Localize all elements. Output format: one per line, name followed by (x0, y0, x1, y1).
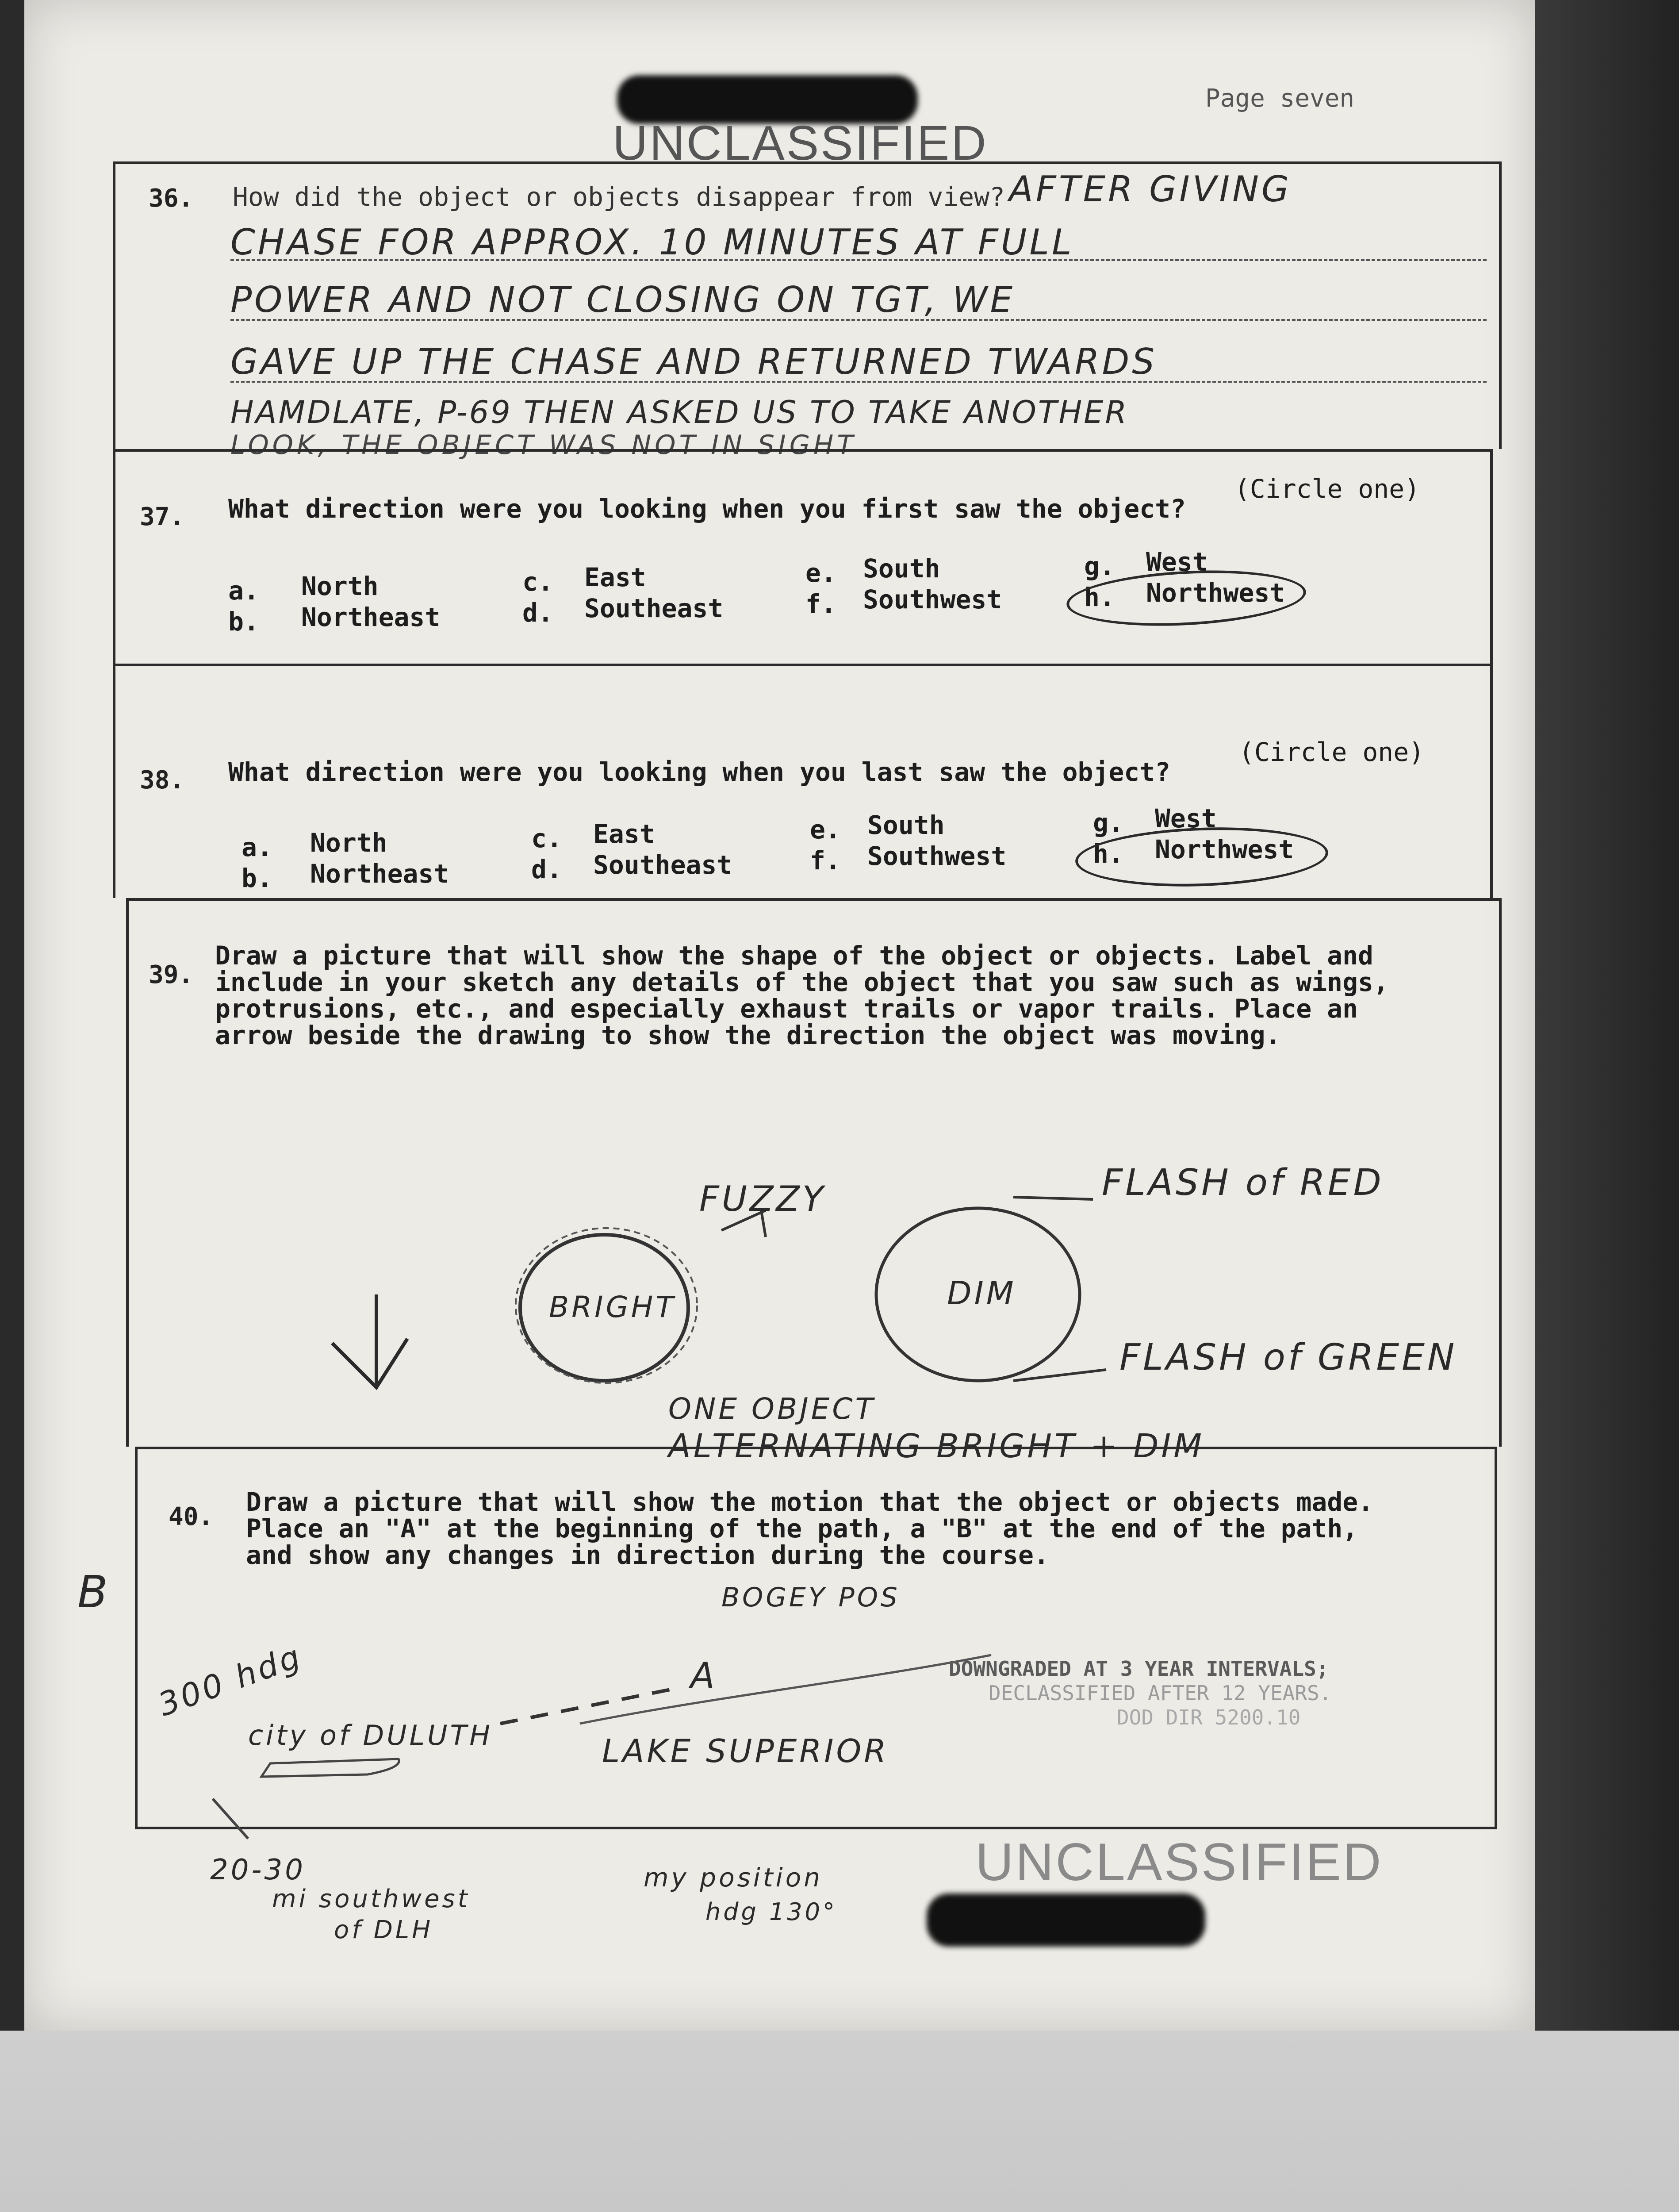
label-fuzzy: FUZZY (699, 1179, 826, 1219)
label-note-1: ONE OBJECT (668, 1392, 876, 1426)
downgrade-line-3: DOD DIR 5200.10 (1117, 1705, 1301, 1729)
q38-option-d[interactable]: Southeast (593, 850, 732, 880)
motion-path-sketch (138, 1449, 1500, 1832)
label-note-2: ALTERNATING BRIGHT + DIM (668, 1427, 1204, 1465)
label-heading: 300 hdg (153, 1637, 307, 1724)
my-position-note-1: my position (644, 1863, 823, 1893)
motion-path-dashed (500, 1688, 677, 1724)
q37-instruction: (Circle one) (1234, 474, 1420, 504)
label-bogey-pos: BOGEY POS (721, 1582, 901, 1613)
q37-option-e[interactable]: South (863, 553, 940, 584)
label-flash-green: FLASH of GREEN (1119, 1336, 1457, 1379)
q36-answer-line-2: CHASE FOR APPROX. 10 MINUTES AT FULL (230, 222, 1074, 263)
q38-option-g-key[interactable]: g. (1093, 808, 1124, 838)
position-note-3: of DLH (334, 1916, 433, 1944)
q37-option-d-key[interactable]: d. (522, 598, 553, 628)
q37-option-g[interactable]: West (1146, 547, 1208, 577)
q38-option-g[interactable]: West (1155, 803, 1217, 833)
q38-text: What direction were you looking when you last saw the object? (228, 757, 1171, 787)
q40-number: 40. (169, 1502, 214, 1531)
q38-option-h-key[interactable]: h. (1093, 839, 1124, 869)
label-flash-red: FLASH of RED (1102, 1162, 1384, 1204)
q39-text-line-1: Draw a picture that will show the shape of the object or objects. Label and (215, 941, 1373, 971)
q37-option-e-key[interactable]: e. (805, 558, 836, 588)
q38-option-e-key[interactable]: e. (810, 814, 841, 845)
position-marker (213, 1799, 248, 1839)
position-note-1: 20-30 (210, 1854, 306, 1886)
q36-number: 36. (149, 184, 194, 213)
q38-option-c[interactable]: East (593, 819, 655, 849)
q38-option-a[interactable]: North (310, 828, 387, 858)
q37-option-b-key[interactable]: b. (228, 607, 259, 637)
q37-option-a[interactable]: North (301, 571, 379, 601)
redaction-bottom (927, 1893, 1205, 1947)
page-label: Page seven (1205, 84, 1355, 113)
q37-option-c-key[interactable]: c. (522, 567, 553, 597)
q38-option-h[interactable]: Northwest (1155, 834, 1294, 864)
q36-answer-line-3: POWER AND NOT CLOSING ON TGT, WE (230, 279, 1016, 320)
downgrade-line-2: DECLASSIFIED AFTER 12 YEARS. (989, 1681, 1332, 1705)
question-36 (113, 161, 1502, 461)
form (113, 161, 1502, 1829)
q40-text-line-1: Draw a picture that will show the motion that the object or objects made. (246, 1487, 1374, 1517)
q36-answer-line-4: GAVE UP THE CHASE AND RETURNED TWARDS (230, 341, 1158, 382)
film-edge-right (1533, 0, 1679, 2035)
q37-option-f-key[interactable]: f. (805, 589, 836, 619)
label-b: B (77, 1566, 111, 1618)
q37-option-b[interactable]: Northeast (301, 602, 441, 632)
q36-text: How did the object or objects disappear from view? (233, 182, 1005, 212)
q39-text-line-4: arrow beside the drawing to show the direction the object was moving. (215, 1020, 1281, 1050)
q37-option-h[interactable]: Northwest (1146, 578, 1285, 608)
stamp-unclassified-bottom: UNCLASSIFIED (975, 1832, 1383, 1892)
label-bright: BRIGHT (549, 1290, 676, 1324)
q39-text-line-2: include in your sketch any details of the object that you saw such as wings, (215, 967, 1389, 997)
q38-option-a-key[interactable]: a. (242, 832, 272, 862)
q38-option-c-key[interactable]: c. (531, 823, 562, 853)
q38-option-d-key[interactable]: d. (531, 854, 562, 884)
document-page (24, 0, 1535, 2031)
film-edge-left (0, 0, 27, 2035)
q37-option-g-key[interactable]: g. (1084, 551, 1115, 581)
q38-option-f[interactable]: Southwest (867, 841, 1007, 871)
my-position-note-2: hdg 130° (705, 1898, 838, 1926)
answer-rule (230, 319, 1487, 321)
question-40 (135, 1447, 1497, 1829)
answer-rule (230, 381, 1487, 383)
q39-number: 39. (149, 960, 194, 989)
q38-option-e[interactable]: South (867, 810, 945, 840)
lake-shoreline (580, 1655, 991, 1724)
q37-option-a-key[interactable]: a. (228, 576, 259, 606)
q38-number: 38. (140, 766, 185, 795)
label-city: city of DULUTH (248, 1719, 493, 1751)
answer-rule (230, 259, 1487, 261)
position-note-2: mi southwest (272, 1885, 470, 1913)
q38-option-b[interactable]: Northeast (310, 859, 449, 889)
q37-option-f[interactable]: Southwest (863, 584, 1002, 614)
q37-option-c[interactable]: East (584, 562, 646, 592)
label-dim: DIM (947, 1275, 1016, 1312)
q37-text: What direction were you looking when you first saw the object? (228, 494, 1186, 524)
label-a: A (690, 1655, 717, 1696)
scan-background (0, 2031, 1679, 2212)
q37-option-h-key[interactable]: h. (1084, 582, 1115, 612)
q36-answer-line-1: AFTER GIVING (1009, 169, 1292, 210)
q39-text-line-3: protrusions, etc., and especially exhaust trails or vapor trails. Place an (215, 994, 1358, 1024)
duluth-outline (261, 1759, 399, 1777)
q40-text-line-2: Place an "A" at the beginning of the path, a "B" at the end of the path, (246, 1513, 1358, 1544)
q38-option-f-key[interactable]: f. (810, 845, 841, 876)
q36-answer-line-5: HAMDLATE, P-69 THEN ASKED US TO TAKE ANOTHER (230, 394, 1129, 430)
q40-text-line-3: and show any changes in direction during the course. (246, 1540, 1049, 1570)
question-38 (113, 664, 1493, 898)
q37-number: 37. (140, 503, 185, 531)
q36-answer-line-6: LOOK, THE OBJECT WAS NOT IN SIGHT (230, 430, 857, 461)
question-39 (126, 898, 1502, 1465)
label-lake: LAKE SUPERIOR (602, 1732, 889, 1770)
q38-option-b-key[interactable]: b. (242, 863, 272, 893)
q37-option-d[interactable]: Southeast (584, 593, 724, 623)
downgrade-line-1: DOWNGRADED AT 3 YEAR INTERVALS; (949, 1657, 1329, 1681)
question-37 (113, 449, 1493, 664)
q38-instruction: (Circle one) (1239, 737, 1425, 767)
direction-arrow-icon (332, 1294, 407, 1387)
stamp-unclassified-top: UNCLASSIFIED (613, 116, 988, 170)
